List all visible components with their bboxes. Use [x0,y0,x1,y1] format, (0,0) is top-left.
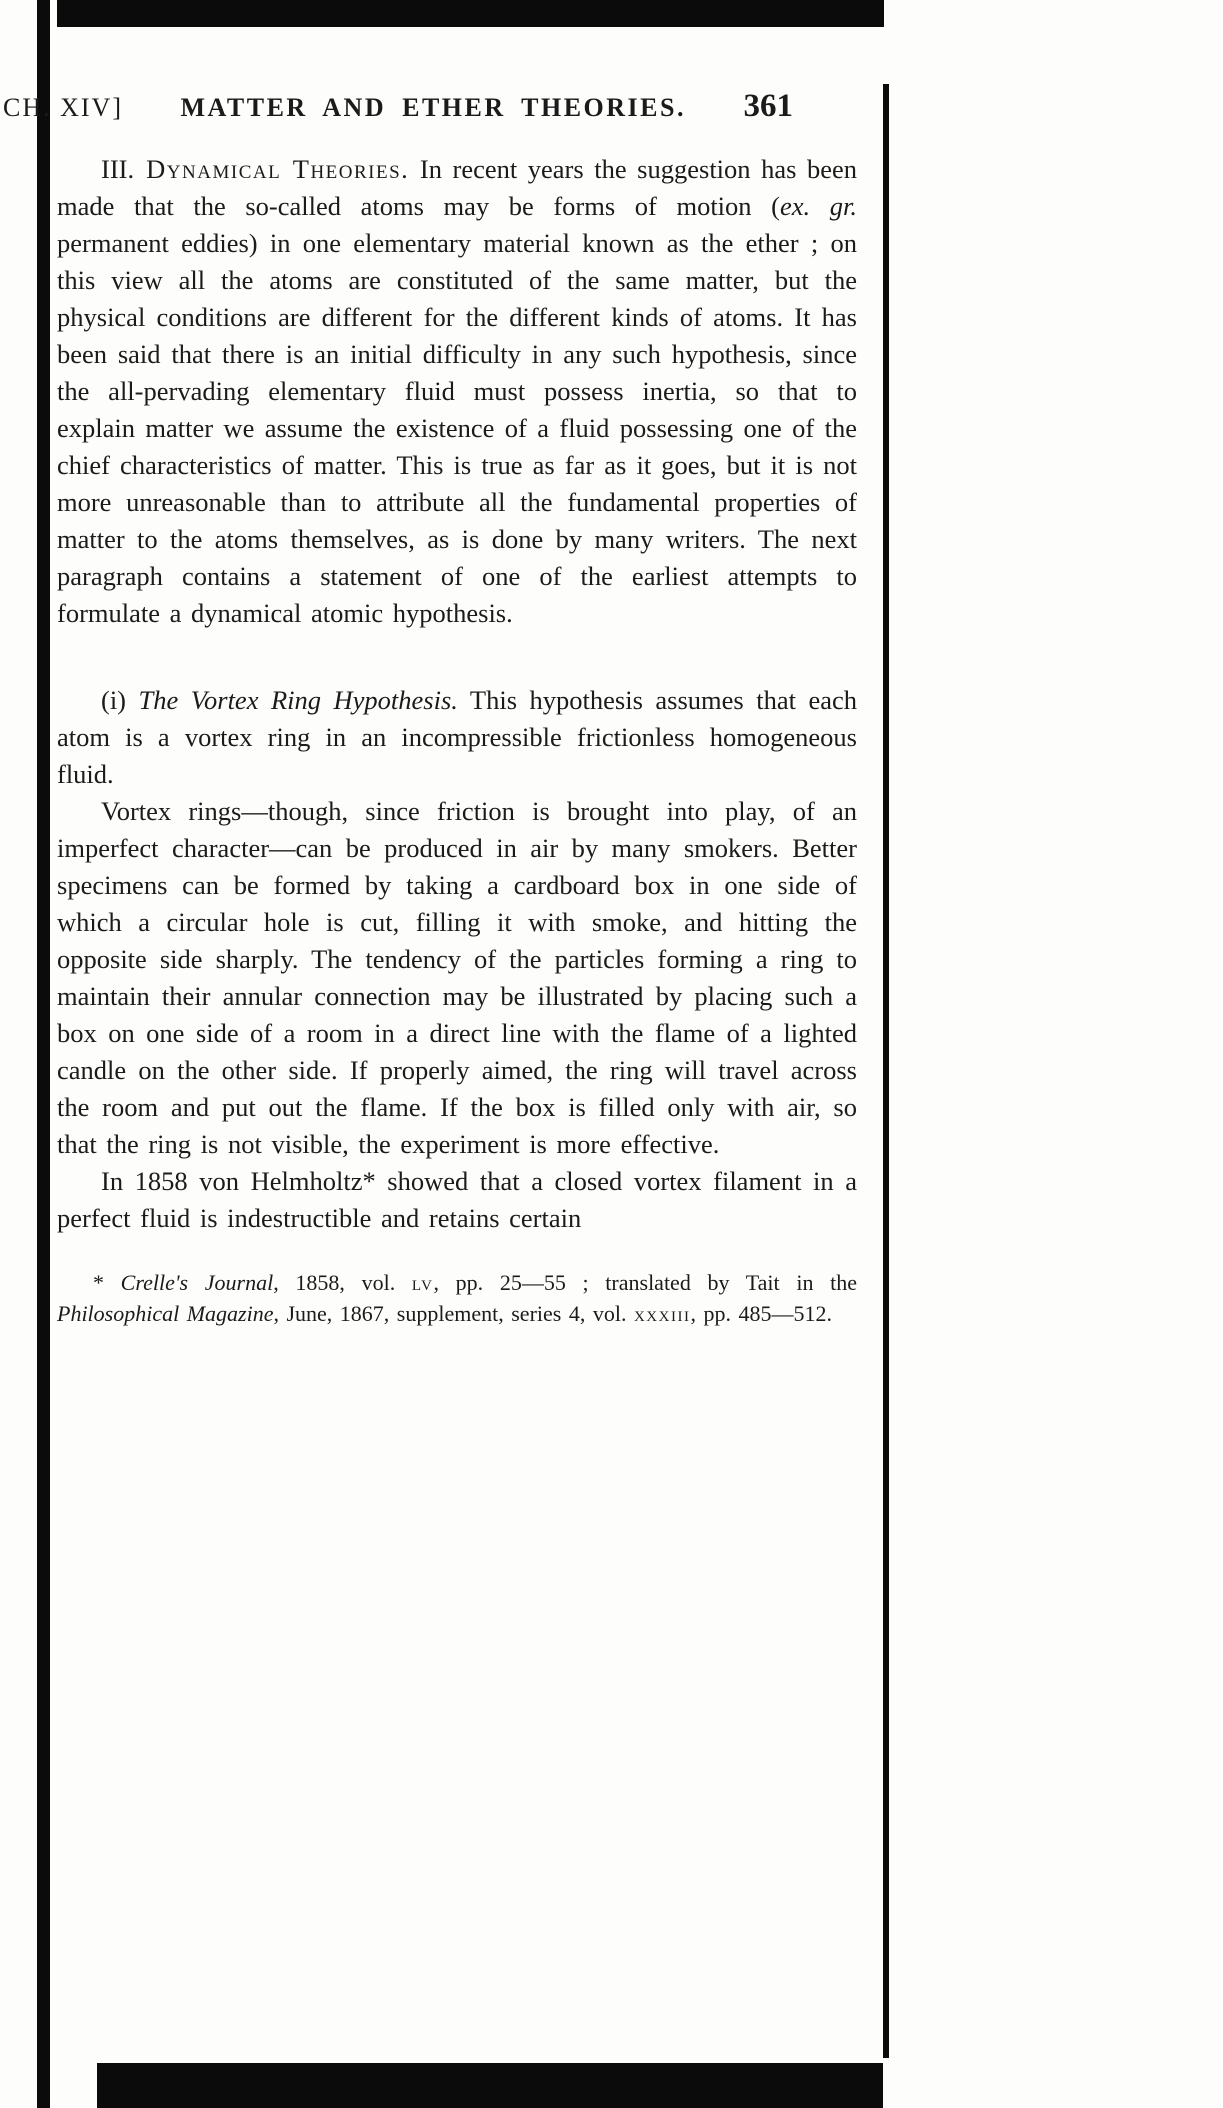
body-text: In recent years the suggestion has been made that the so-called atoms may be forms of motion ( [57,154,858,221]
paragraph-vortex-rings-demo [57,793,857,1163]
latin-abbreviation-italic: ex. gr. [779,191,857,221]
body-text: This hypothesis assumes that each atom is a vortex ring in an incompressible frictionless homogeneous fluid. [57,685,857,789]
page-number: 361 [743,88,793,124]
section-numeral: III. [101,154,135,184]
journal-name-italic: Crelle's Journal [120,1270,274,1295]
footnote-text: , June, 1867, supplement, series 4, vol. [273,1301,634,1326]
footnote-text: , pp. 485—512. [690,1301,832,1326]
paragraph-dynamical-theories [57,151,857,632]
scan-edge-top [57,0,884,27]
paragraph-helmholtz [57,1163,857,1237]
scan-edge-right [883,84,889,2058]
paragraph-vortex-ring-hypothesis [57,682,857,793]
page-content [3,88,858,1329]
footnote-text: , pp. 25—55 ; translated by Tait in the [433,1270,857,1295]
page-header [3,88,857,125]
magazine-name-italic: Philosophical Magazine [57,1301,274,1326]
hypothesis-title-italic: The Vortex Ring Hypothesis. [126,685,458,715]
body-text: Vortex rings—though, since friction is brought into play, of an imperfect character—can be produced in air by many smokers. Better specimens can be formed by taking a cardboard box in one side of which a circular hole is cut, filling it with smoke, and hitting the opposite side sharply. The tendency of the particles forming a ring to maintain their annular connection may be illustrated by placing such a box on one side of a room in a direct line with the flame of a lighted candle on the other side. If properly aimed, the ring will travel across the room and put out the flame. If the box is filled only with air, so that the ring is not visible, the experiment is more effective. [57,796,857,1159]
volume-numeral-smallcaps: xxxiii [633,1301,691,1326]
scan-edge-left [37,0,50,2108]
chapter-label: CH. XIV] [3,93,123,122]
volume-numeral-smallcaps: lv [411,1270,434,1295]
section-heading-smallcaps: Dynamical Theories. [134,154,410,184]
footnote-text: , 1858, vol. [273,1270,412,1295]
body-text: permanent eddies) in one elementary material known as the ether ; on this view all the atoms are constituted of the same matter, but the physical conditions are different for the different kinds of atoms. It has been said that there is an initial difficulty in any such hypothesis, since the all-pervading elementary fluid must possess inertia, so that to explain matter we assume the existence of a fluid possessing one of the chief characteristics of matter. This is true as far as it goes, but it is not more unreasonable than to attribute all the fundamental properties of matter to the atoms themselves, as is done by many writers. The next paragraph contains a statement of one of the earliest attempts to formulate a dynamical atomic hypothesis. [57,228,857,628]
running-title: MATTER AND ETHER THEORIES. [180,93,686,122]
footnote-marker: * [93,1270,121,1295]
scan-edge-bottom [97,2063,883,2108]
footnote [57,1267,857,1329]
list-marker: (i) [101,685,127,715]
body-text: In 1858 von Helmholtz* showed that a closed vortex filament in a perfect fluid is indestructible and retains certain [57,1166,857,1233]
